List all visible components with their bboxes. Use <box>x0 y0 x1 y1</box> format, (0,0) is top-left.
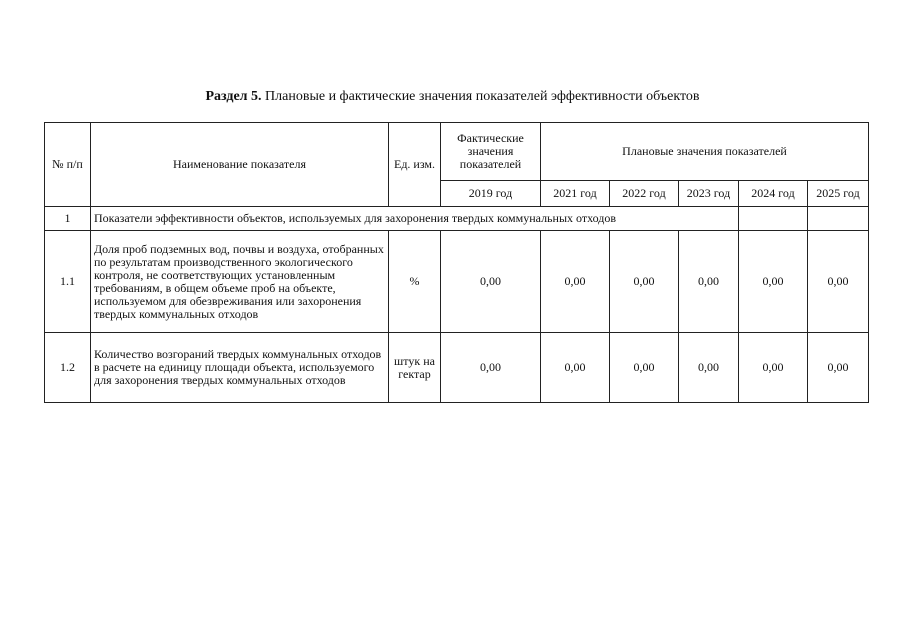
row-plan-value: 0,00 <box>541 333 610 403</box>
row-plan-value: 0,00 <box>808 333 869 403</box>
header-fact-year: 2019 год <box>441 181 541 207</box>
section-empty-cell <box>739 207 808 231</box>
row-fact-value: 0,00 <box>441 231 541 333</box>
section-title-prefix: Раздел 5. <box>205 89 262 104</box>
header-fact: Фактические значения показателей <box>441 123 541 181</box>
header-unit: Ед. изм. <box>389 123 441 207</box>
row-plan-value: 0,00 <box>610 231 679 333</box>
row-unit: штук на гектар <box>389 333 441 403</box>
header-plan-year: 2021 год <box>541 181 610 207</box>
row-plan-value: 0,00 <box>541 231 610 333</box>
row-name: Доля проб подземных вод, почвы и воздуха, отобранных по результатам производственного экологического контроля, не соответствующих установленным требованиям, в общем объеме проб на объекте, используемом для обезвреживания или захоронения твердых коммунальных отходов <box>91 231 389 333</box>
row-plan-value: 0,00 <box>739 333 808 403</box>
row-unit: % <box>389 231 441 333</box>
header-plan-year: 2023 год <box>679 181 739 207</box>
header-num: № п/п <box>45 123 91 207</box>
row-name: Количество возгораний твердых коммунальных отходов в расчете на единицу площади объекта, используемого для захоронения твердых коммунальных отходов <box>91 333 389 403</box>
table-row <box>45 333 869 403</box>
row-num: 1.2 <box>45 333 91 403</box>
row-plan-value: 0,00 <box>808 231 869 333</box>
row-plan-value: 0,00 <box>610 333 679 403</box>
section-row <box>45 207 869 231</box>
header-plan: Плановые значения показателей <box>541 123 869 181</box>
header-row-1 <box>45 123 869 181</box>
header-plan-year: 2024 год <box>739 181 808 207</box>
section-text: Показатели эффективности объектов, используемых для захоронения твердых коммунальных отходов <box>91 207 739 231</box>
section-title-text: Плановые и фактические значения показателей эффективности объектов <box>261 89 700 104</box>
header-name: Наименование показателя <box>91 123 389 207</box>
section-title <box>0 89 905 105</box>
section-empty-cell <box>808 207 869 231</box>
section-num: 1 <box>45 207 91 231</box>
row-fact-value: 0,00 <box>441 333 541 403</box>
header-plan-year: 2022 год <box>610 181 679 207</box>
row-plan-value: 0,00 <box>739 231 808 333</box>
row-plan-value: 0,00 <box>679 231 739 333</box>
header-plan-year: 2025 год <box>808 181 869 207</box>
row-plan-value: 0,00 <box>679 333 739 403</box>
indicators-table <box>44 122 869 403</box>
row-num: 1.1 <box>45 231 91 333</box>
table-row <box>45 231 869 333</box>
